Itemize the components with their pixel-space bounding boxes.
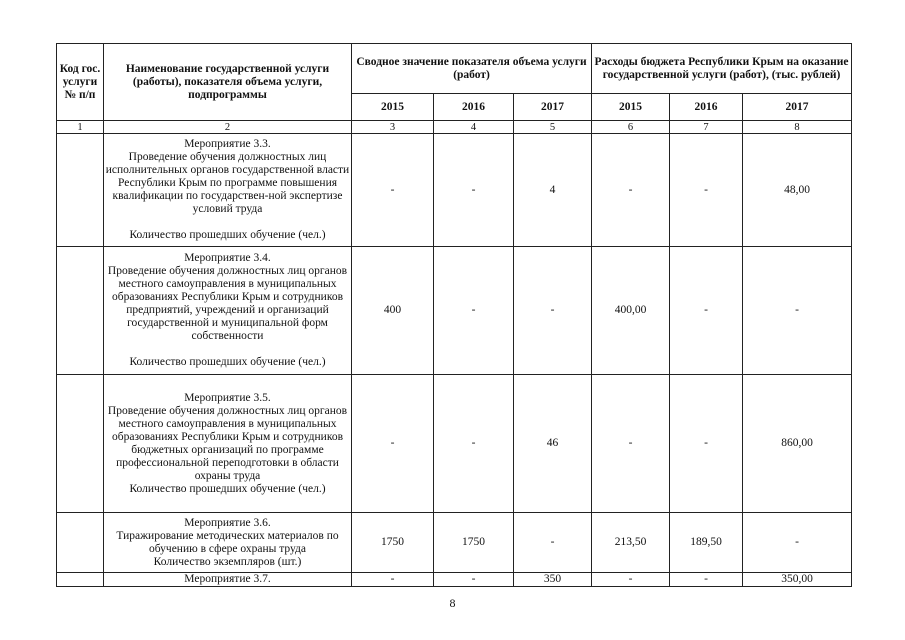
header-budget-year-2015: 2015 bbox=[592, 94, 670, 121]
value-budget-2016: - bbox=[670, 247, 743, 375]
row-description: Тиражирование методических материалов по обучению в сфере охраны труда bbox=[116, 529, 339, 555]
value-budget-2017: - bbox=[743, 513, 852, 573]
column-number: 4 bbox=[434, 121, 514, 134]
table-row bbox=[57, 247, 852, 375]
row-indicator: Количество прошедших обучение (чел.) bbox=[129, 356, 326, 368]
value-volume-2016: - bbox=[434, 375, 514, 513]
row-title: Мероприятие 3.4. bbox=[184, 252, 271, 264]
column-number: 6 bbox=[592, 121, 670, 134]
column-number: 2 bbox=[104, 121, 352, 134]
value-volume-2015: - bbox=[352, 375, 434, 513]
value-volume-2017: 350 bbox=[514, 573, 592, 587]
value-budget-2017: - bbox=[743, 247, 852, 375]
table-row bbox=[57, 134, 852, 247]
row-description: Проведение обучения должностных лиц исполнительных органов государственной власти Республики Крым по программе повышения квалификации по государствен-ной экспертизе условий труда bbox=[105, 151, 350, 215]
header-volume-year-2015: 2015 bbox=[352, 94, 434, 121]
value-volume-2017: 46 bbox=[514, 375, 592, 513]
row-code bbox=[57, 134, 104, 247]
row-indicator: Количество прошедших обучение (чел.) bbox=[129, 482, 326, 495]
header-volume: Сводное значение показателя объема услуги (работ) bbox=[352, 44, 592, 94]
header-name: Наименование государственной услуги (работы), показателя объема услуги, подпрограммы bbox=[104, 44, 352, 121]
row-title: Мероприятие 3.7. bbox=[184, 573, 271, 585]
row-title: Мероприятие 3.3. bbox=[184, 138, 271, 150]
value-volume-2015: 400 bbox=[352, 247, 434, 375]
column-number: 8 bbox=[743, 121, 852, 134]
row-code bbox=[57, 513, 104, 573]
row-code bbox=[57, 375, 104, 513]
value-budget-2015: - bbox=[592, 134, 670, 247]
value-budget-2017: 48,00 bbox=[743, 134, 852, 247]
value-volume-2016: - bbox=[434, 247, 514, 375]
column-number: 7 bbox=[670, 121, 743, 134]
row-description-cell bbox=[104, 375, 352, 513]
value-volume-2017: - bbox=[514, 247, 592, 375]
table-row bbox=[57, 513, 852, 573]
column-number: 3 bbox=[352, 121, 434, 134]
services-table bbox=[56, 43, 852, 587]
value-budget-2016: - bbox=[670, 573, 743, 587]
row-indicator: Количество прошедших обучение (чел.) bbox=[129, 229, 326, 241]
column-number: 5 bbox=[514, 121, 592, 134]
header-budget: Расходы бюджета Республики Крым на оказание государственной услуги (работ), (тыс. рублей) bbox=[592, 44, 852, 94]
row-description-cell bbox=[104, 513, 352, 573]
value-volume-2017: - bbox=[514, 513, 592, 573]
row-indicator: Количество экземпляров (шт.) bbox=[153, 555, 302, 568]
row-description-cell bbox=[104, 134, 352, 247]
row-code bbox=[57, 247, 104, 375]
value-budget-2017: 350,00 bbox=[743, 573, 852, 587]
value-volume-2017: 4 bbox=[514, 134, 592, 247]
column-number-row bbox=[57, 121, 852, 134]
row-description-cell bbox=[104, 573, 352, 587]
header-code: Код гос. услуги № п/п bbox=[57, 44, 104, 121]
row-description-cell bbox=[104, 247, 352, 375]
header-budget-year-2017: 2017 bbox=[743, 94, 852, 121]
row-code bbox=[57, 573, 104, 587]
value-volume-2015: 1750 bbox=[352, 513, 434, 573]
table-row bbox=[57, 573, 852, 587]
page-number: 8 bbox=[449, 596, 456, 610]
header-budget-year-2016: 2016 bbox=[670, 94, 743, 121]
row-title: Мероприятие 3.5. bbox=[184, 391, 271, 404]
row-description: Проведение обучения должностных лиц органов местного самоуправления в муниципальных образованиях Республики Крым и сотрудников предприятий, учреждений и организаций государственной и муниципальной форм собственности bbox=[107, 265, 348, 342]
value-volume-2015: - bbox=[352, 573, 434, 587]
header-volume-year-2016: 2016 bbox=[434, 94, 514, 121]
table-row bbox=[57, 375, 852, 513]
value-budget-2016: 189,50 bbox=[670, 513, 743, 573]
value-budget-2017: 860,00 bbox=[743, 375, 852, 513]
value-budget-2015: - bbox=[592, 573, 670, 587]
value-volume-2016: - bbox=[434, 573, 514, 587]
row-description: Проведение обучения должностных лиц органов местного самоуправления в муниципальных образованиях Республики Крым и сотрудников бюджетных организаций по программе профессиональной переподготовки в области охраны труда bbox=[107, 404, 348, 482]
value-budget-2015: - bbox=[592, 375, 670, 513]
value-budget-2016: - bbox=[670, 134, 743, 247]
value-budget-2015: 400,00 bbox=[592, 247, 670, 375]
value-budget-2015: 213,50 bbox=[592, 513, 670, 573]
value-volume-2016: 1750 bbox=[434, 513, 514, 573]
header-volume-year-2017: 2017 bbox=[514, 94, 592, 121]
column-number: 1 bbox=[57, 121, 104, 134]
value-volume-2016: - bbox=[434, 134, 514, 247]
value-budget-2016: - bbox=[670, 375, 743, 513]
row-title: Мероприятие 3.6. bbox=[184, 516, 271, 529]
value-volume-2015: - bbox=[352, 134, 434, 247]
